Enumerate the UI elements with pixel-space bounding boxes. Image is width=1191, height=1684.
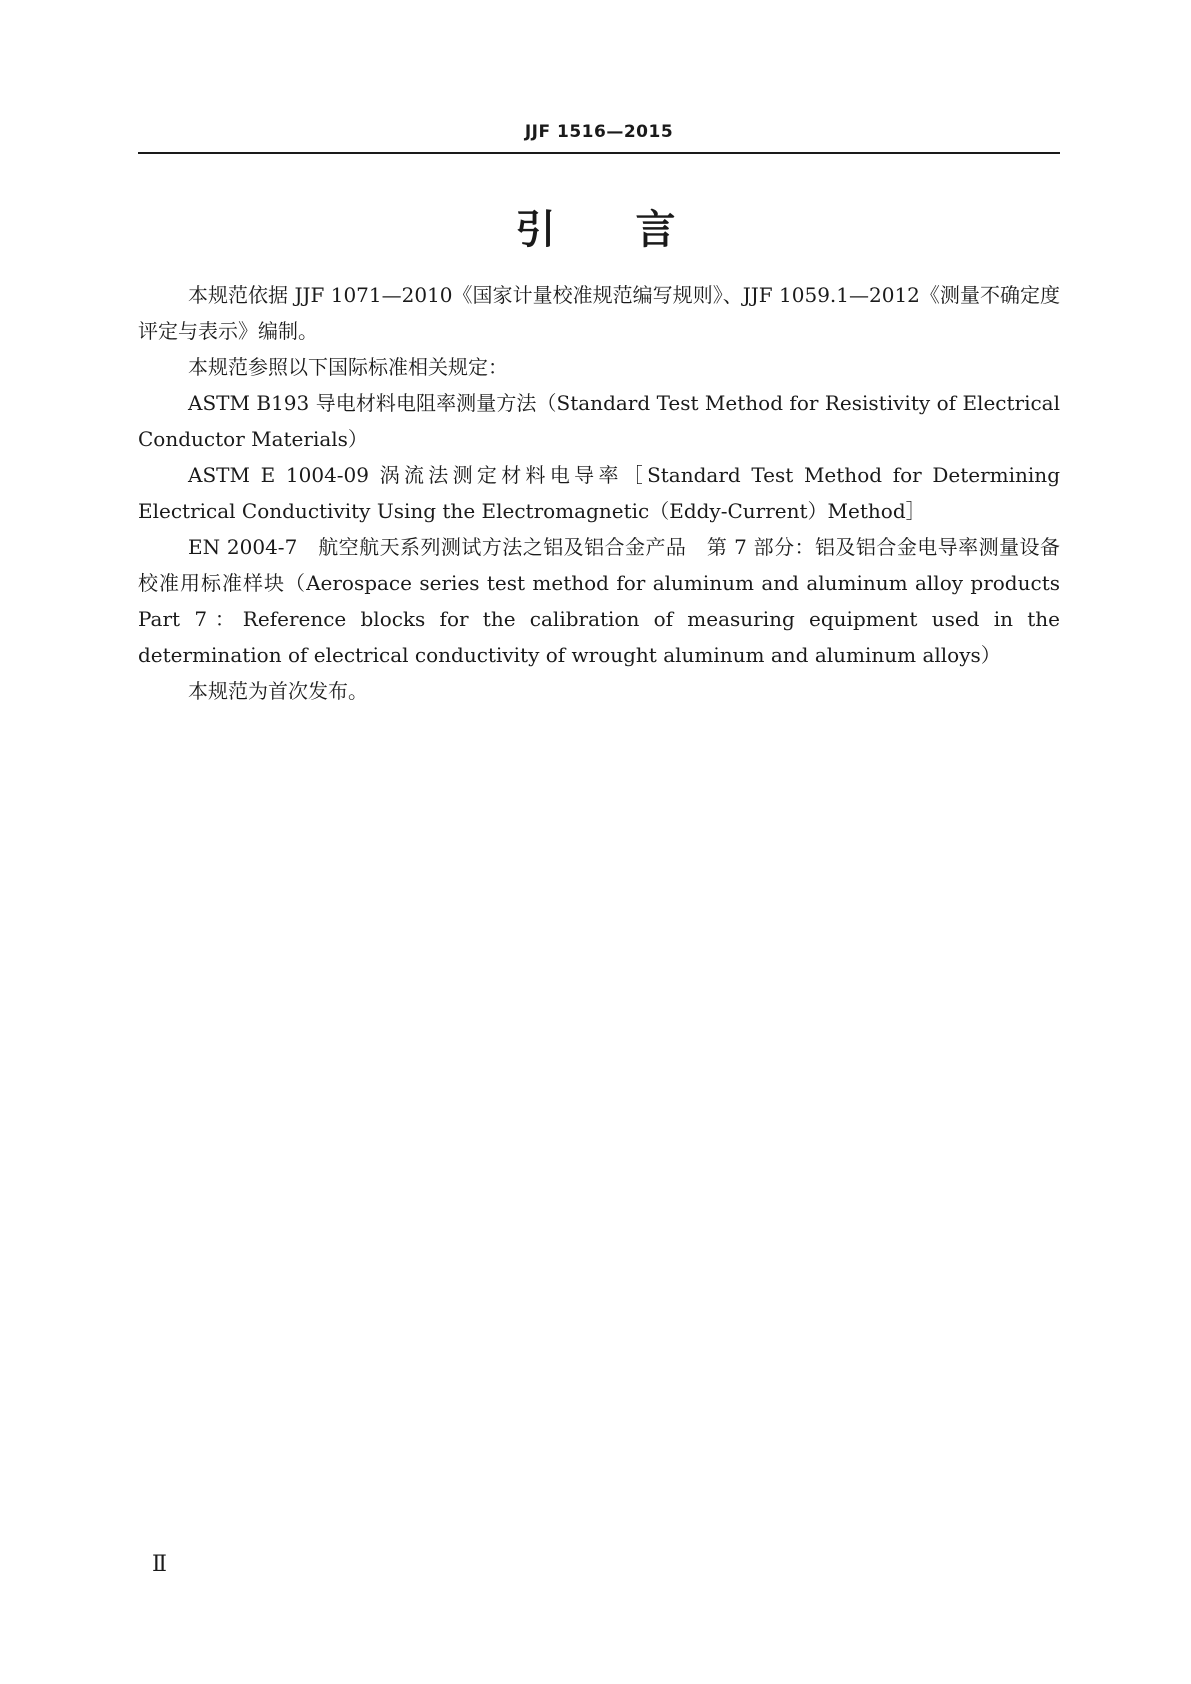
running-header [138, 118, 1060, 154]
standard-code: JJF 1516—2015 [524, 122, 674, 142]
page-title: 引言 [515, 207, 756, 253]
page-number: Ⅱ [152, 1552, 167, 1577]
paragraph-first-release: 本规范为首次发布。 [188, 679, 368, 703]
paragraph-astm-e1004: ASTM E 1004-09 涡流法测定材料电导率［Standard Test Method for Determining Electrical Conductivity Using the Electromagnetic（Eddy-Current）Method］ [138, 463, 1060, 523]
paragraph-basis: 本规范依据 JJF 1071—2010《国家计量校准规范编写规则》、JJF 1059.1—2012《测量不确定度评定与表示》编制。 [138, 283, 1060, 343]
paragraph-references-intro: 本规范参照以下国际标准相关规定： [188, 355, 508, 379]
document-body [138, 277, 1060, 709]
paragraph-astm-b193: ASTM B193 导电材料电阻率测量方法（Standard Test Method for Resistivity of Electrical Conductor Materials） [138, 391, 1060, 451]
paragraph-en-2004-7: EN 2004-7 航空航天系列测试方法之铝及铝合金产品 第 7 部分：铝及铝合金电导率测量设备校准用标准样块（Aerospace series test method for aluminum and aluminum alloy products Part 7：Reference blocks for the calibration of measuring equipment used in the determination of electrical conductivity of wrought aluminum and aluminum alloys） [138, 535, 1060, 667]
